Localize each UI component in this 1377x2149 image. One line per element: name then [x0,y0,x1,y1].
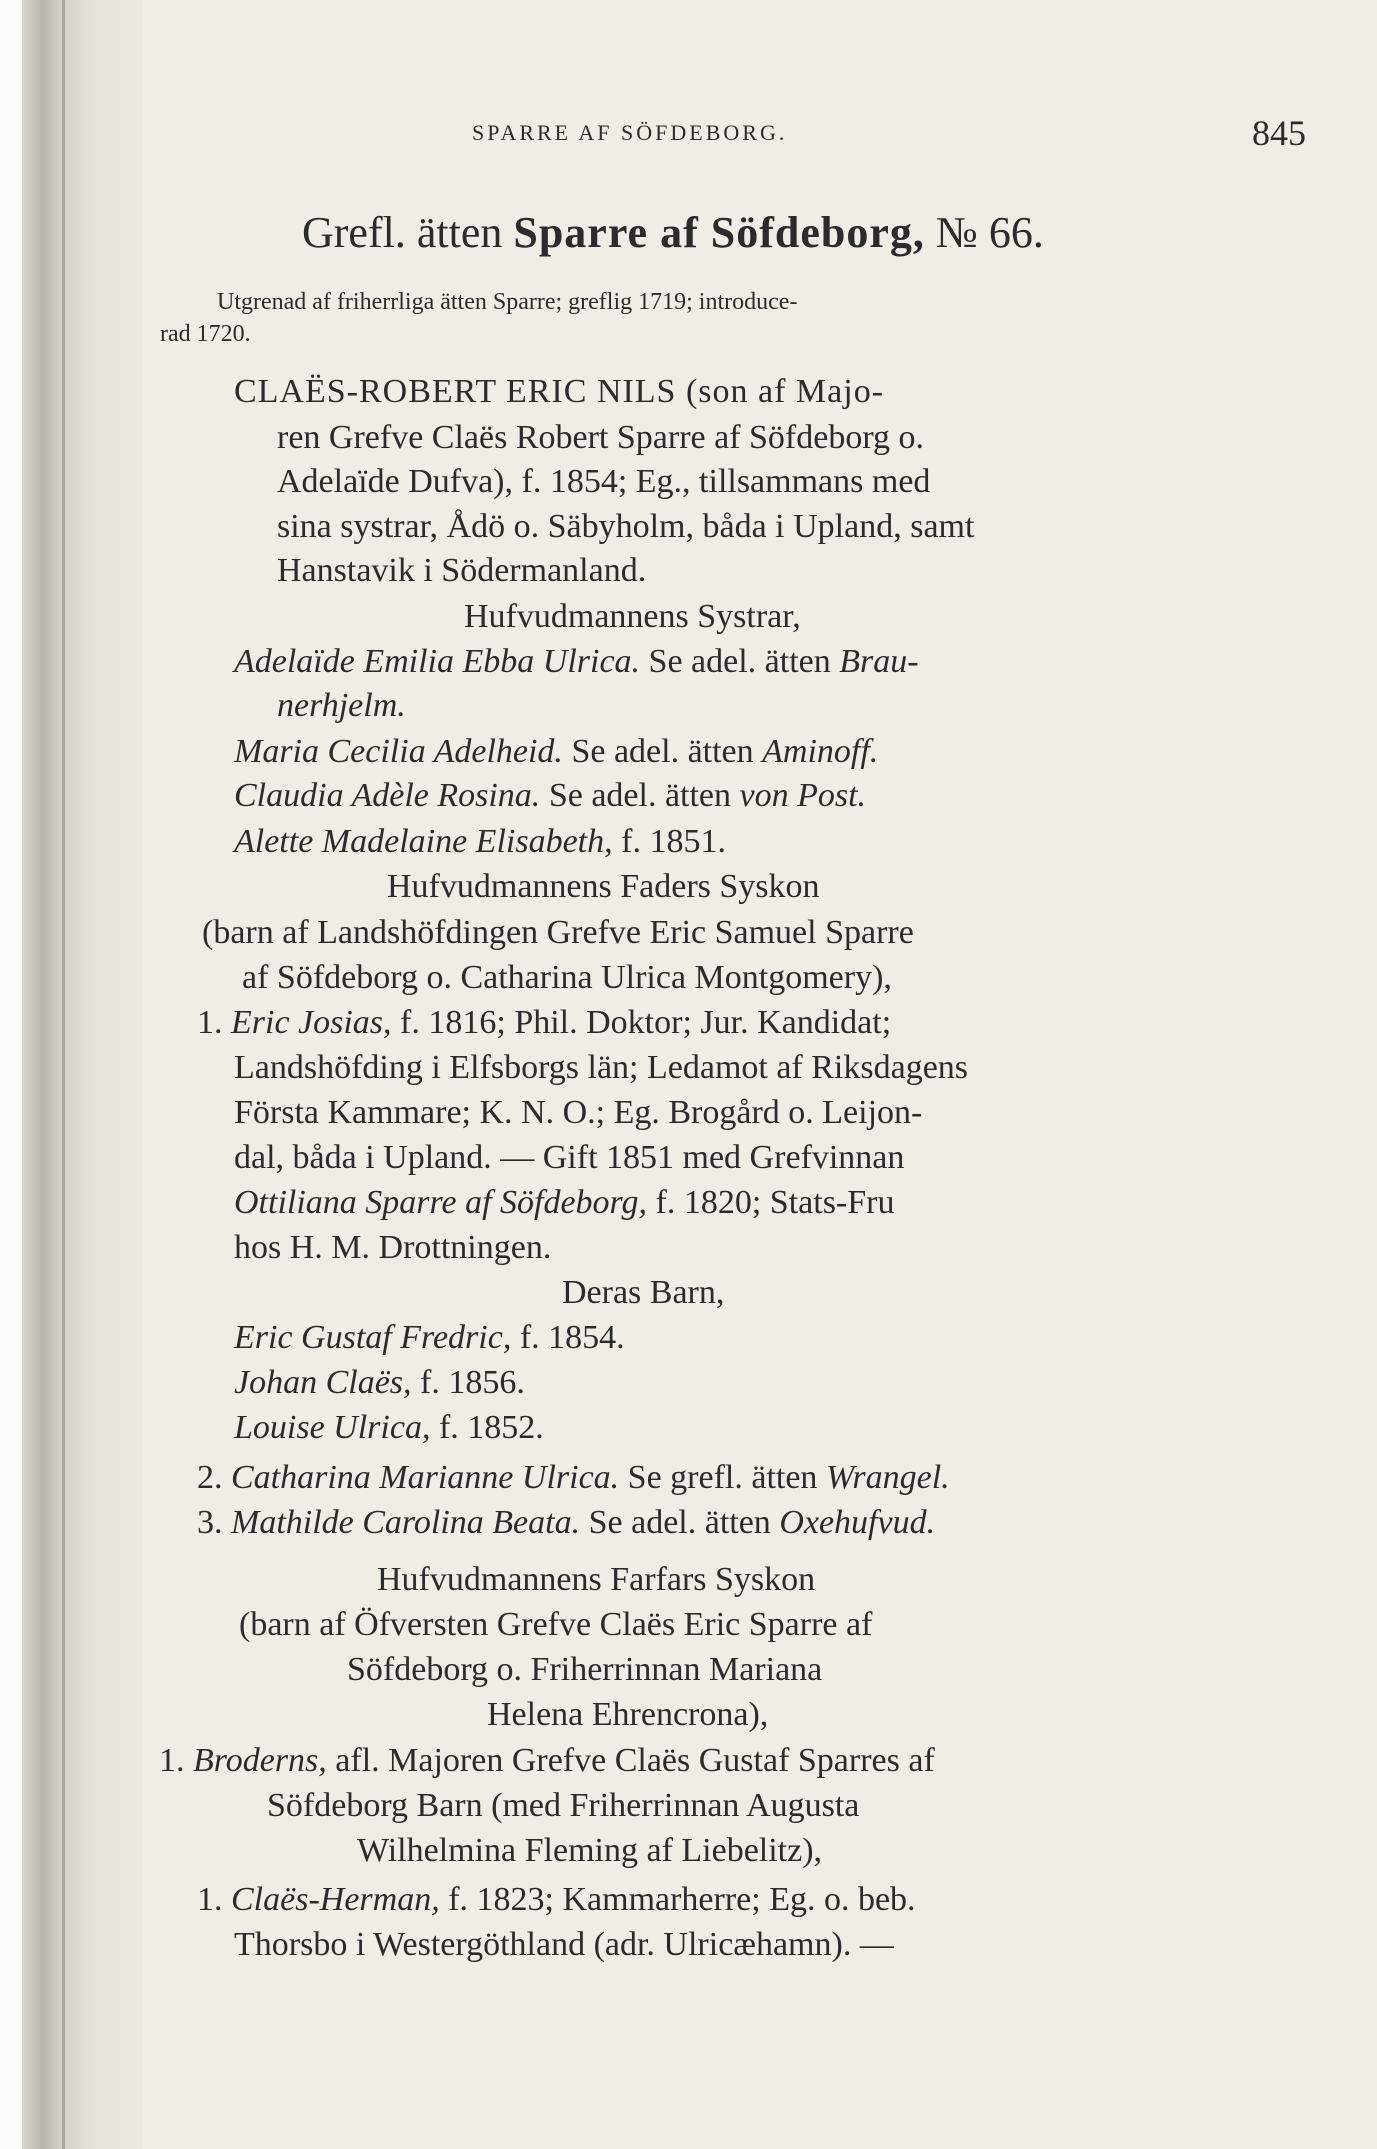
title-prefix: Grefl. ätten [302,208,503,257]
head-line: Adelaïde Dufva), f. 1854; Eg., tillsammans med [277,463,931,500]
sister-entry [234,776,866,816]
intro-line: rad 1720. [160,321,251,347]
head-line: Hanstavik i Södermanland. [277,552,647,589]
child-text: f. 1856. [420,1364,525,1401]
entry-number: 1. [197,1881,223,1918]
entry-ref: Wrangel. [825,1459,950,1496]
entry-name: Eric Josias, [231,1004,392,1041]
sister-text: f. 1851. [621,823,726,860]
running-head: SPARRE AF SÖFDEBORG. [472,120,788,145]
entry-line: Landshöfding i Elfsborgs län; Ledamot af Riksdagens [234,1049,969,1086]
book-page [142,0,1377,2149]
sister-ref: Brau- [839,643,919,680]
child-text: f. 1852. [438,1409,544,1446]
sister-name: Claudia Adèle Rosina. [234,777,541,814]
section-heading: Hufvudmannens Farfars Syskon [377,1561,816,1598]
sister-entry-continued: nerhjelm. [277,687,406,724]
entry-name: Broderns, [193,1742,327,1779]
entry-text: Se grefl. ätten [627,1459,818,1496]
entry-number: 1. [159,1742,185,1779]
section-subheading: (barn af Landshöfdingen Grefve Eric Samuel Sparre [202,914,914,951]
entry-name: Catharina Marianne Ulrica. [231,1459,620,1496]
entry-name: Mathilde Carolina Beata. [231,1504,581,1541]
section-subheading: (barn af Öfversten Grefve Claës Eric Sparre af [239,1606,873,1643]
family-title [302,208,1044,258]
spine-line [62,0,65,2149]
sister-name: Alette Madelaine Elisabeth, [234,823,613,860]
entry-line [234,1183,894,1223]
book-spine-shadow [22,0,142,2149]
page-number: 845 [1252,113,1306,153]
children-heading: Deras Barn, [562,1274,725,1311]
sister-name: Maria Cecilia Adelheid. [234,733,563,770]
entry-text: f. 1816; Phil. Doktor; Jur. Kandidat; [400,1004,892,1041]
entry-line: Wilhelmina Fleming af Liebelitz), [357,1832,823,1869]
sister-ref: Aminoff. [762,733,879,770]
sibling-entry [197,1458,950,1498]
entry-line: Första Kammare; K. N. O.; Eg. Brogård o. Leijon- [234,1094,923,1131]
section-subheading: Helena Ehrencrona), [487,1696,769,1733]
child-entry [234,1318,625,1358]
sister-entry [234,642,919,682]
entry-number: 3. [197,1504,223,1541]
page-gutter [0,0,22,2149]
section-heading: Hufvudmannens Faders Syskon [387,868,820,905]
child-text: f. 1854. [519,1319,625,1356]
child-name: Eric Gustaf Fredric, [234,1319,512,1356]
sister-ref: von Post. [739,777,867,814]
section-subheading: af Söfdeborg o. Catharina Ulrica Montgomery), [242,959,892,996]
sister-text: Se adel. ätten [548,777,732,814]
entry-number: 1. [197,1004,223,1041]
child-entry [234,1363,525,1403]
entry-line: dal, båda i Upland. — Gift 1851 med Grefvinnan [234,1139,905,1176]
entry-number: 2. [197,1459,223,1496]
entry-text: afl. Majoren Grefve Claës Gustaf Sparres af [335,1742,935,1779]
child-entry [234,1408,544,1448]
entry-ref: Oxehufvud. [779,1504,936,1541]
entry-text: Se adel. ätten [588,1504,771,1541]
sister-name: Adelaïde Emilia Ebba Ulrica. [234,643,641,680]
entry-text: f. 1823; Kammarherre; Eg. o. beb. [448,1881,916,1918]
head-line: sina systrar, Ådö o. Säbyholm, båda i Upland, samt [277,508,975,545]
entry-line: Söfdeborg Barn (med Friherrinnan Augusta [267,1787,860,1824]
child-name: Johan Claës, [234,1364,412,1401]
wife-name: Ottiliana Sparre af Söfdeborg, [234,1184,648,1221]
entry-line: Thorsbo i Westergöthland (adr. Ulricæhamn). — [234,1926,894,1963]
title-family: Sparre af Söfdeborg, [513,208,925,257]
intro-line: Utgrenad af friherrliga ätten Sparre; greflig 1719; introduce- [217,289,798,315]
entry-name: Claës-Herman, [231,1881,440,1918]
title-number: № 66. [935,208,1044,257]
entry-line: hos H. M. Drottningen. [234,1229,552,1266]
sibling-entry [197,1880,916,1920]
sister-text: Se adel. ätten [571,733,754,770]
sibling-entry [197,1503,935,1543]
sibling-entry [159,1741,935,1781]
wife-text: f. 1820; Stats-Fru [655,1184,895,1221]
section-heading: Hufvudmannens Systrar, [464,598,801,635]
sister-entry [234,822,726,862]
head-line: CLAËS-ROBERT ERIC NILS (son af Majo- [234,373,885,410]
sister-entry [234,732,878,772]
head-line: ren Grefve Claës Robert Sparre af Söfdeborg o. [277,419,925,456]
sibling-entry [197,1003,891,1043]
sister-text: Se adel. ätten [648,643,831,680]
child-name: Louise Ulrica, [234,1409,431,1446]
section-subheading: Söfdeborg o. Friherrinnan Mariana [347,1651,823,1688]
